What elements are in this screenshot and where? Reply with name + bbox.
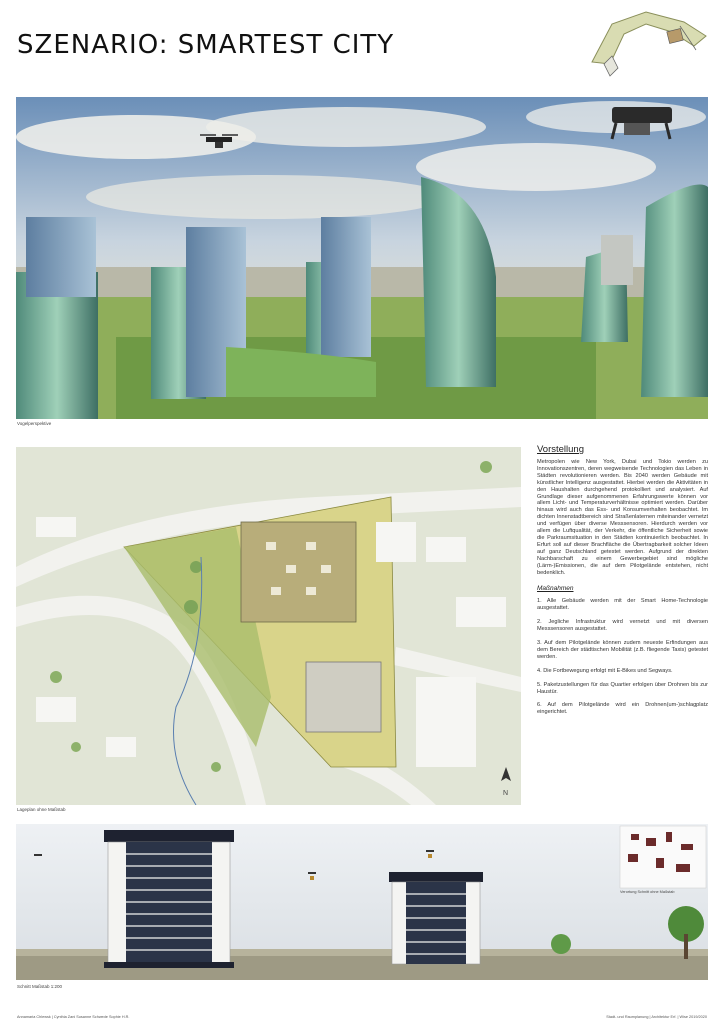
key-plan-caption: Verortung Schnitt ohne Maßstab	[620, 890, 675, 894]
drone-logo-illustration	[584, 6, 712, 86]
intro-heading: Vorstellung	[537, 444, 585, 455]
measure-item: 6. Auf dem Pilotgelände wird ein Drohnen(um-)schlagplatz eingerichtet.	[537, 702, 708, 716]
footer-authors: Annamaria Chlewsk | Cynthia Zani Susanne Schwede Sophie H.R.	[17, 1015, 130, 1019]
city-rendering	[16, 97, 708, 419]
footer-course: Stadt- und Raumplanung | Architektur Erf. | Wise 2019/2020	[606, 1015, 707, 1019]
highrise-right	[389, 872, 483, 964]
drone-icon	[34, 854, 42, 856]
highrise-left	[104, 830, 234, 968]
north-label: N	[503, 790, 509, 797]
site-plan-map	[16, 447, 521, 805]
measure-item: 1. Alle Gebäude werden mit der Smart Home-Technologie ausgestattet.	[537, 598, 708, 612]
section-elevation-image	[16, 824, 708, 980]
measure-item: 5. Paketzustellungen für das Quartier erfolgen über Drohnen bis zur Haustür.	[537, 681, 708, 695]
measure-item: 2. Jegliche Infrastruktur wird vernetzt und mit diversen Messsensoren ausgestattet.	[537, 619, 708, 633]
measure-item: 3. Auf dem Pilotgelände können zudem neueste Erfindungen aus dem Bereich der städtischen Mobilität (z.B. fliegende Taxis) getestet werden.	[537, 640, 708, 660]
description-column	[537, 444, 708, 723]
plan-caption: Lageplan ohne Maßstab	[17, 807, 66, 812]
page-title: SZENARIO: SMARTEST CITY	[17, 30, 395, 60]
measures-heading: Maßnahmen	[537, 585, 574, 593]
hero-caption: Vogelperspektive	[17, 421, 52, 426]
hero-image-birds-eye	[16, 97, 708, 419]
intro-paragraph: Metropolen wie New York, Dubai und Tokio werden zu Innovationszentren, deren wegweisende Technologien das Leben in Städten revolutionieren werden. Bis 2040 werden Gebäude mit künstlicher Intelligenz ausgestattet. Hierbei werden die Aktivitäten in den Haushalten durchgehend protokolliert und analysiert. Auf Grundlage dieser aufgenommenen Erfahrungswerte können vor allem Licht- und Temperaturverhältnisse optimiert werden. Darüber hinaus wird auch das Ess- und Konsumverhalten beobachtet. Im dichten Innenstadtbereich sind Straßenlaternen miteinander vernetzt und verfügen über diverse Messsensoren. Hierdurch werden vor allem die Luftqualität, der Verkehr, die öffentliche Sicherheit sowie die Parkraumsituation in den Städten kontinuierlich beobachtet. In Erfurt soll auf dieser Brachfläche die Übertragbarkeit solcher Ideen auf ganz Deutschland getestet werden. Aufgrund der direkten Nachbarschaft zu einem Gewerbegebiet sind mögliche (Lärm-)Emissionen, die auf dem Pilotgelände entstehen, nicht bedenklich.	[537, 459, 708, 576]
measure-item: 4. Die Fortbewegung erfolgt mit E-Bikes und Segways.	[537, 667, 673, 674]
section-caption: Schnitt Maßstab 1:200	[17, 984, 63, 989]
measures-list	[537, 598, 708, 716]
